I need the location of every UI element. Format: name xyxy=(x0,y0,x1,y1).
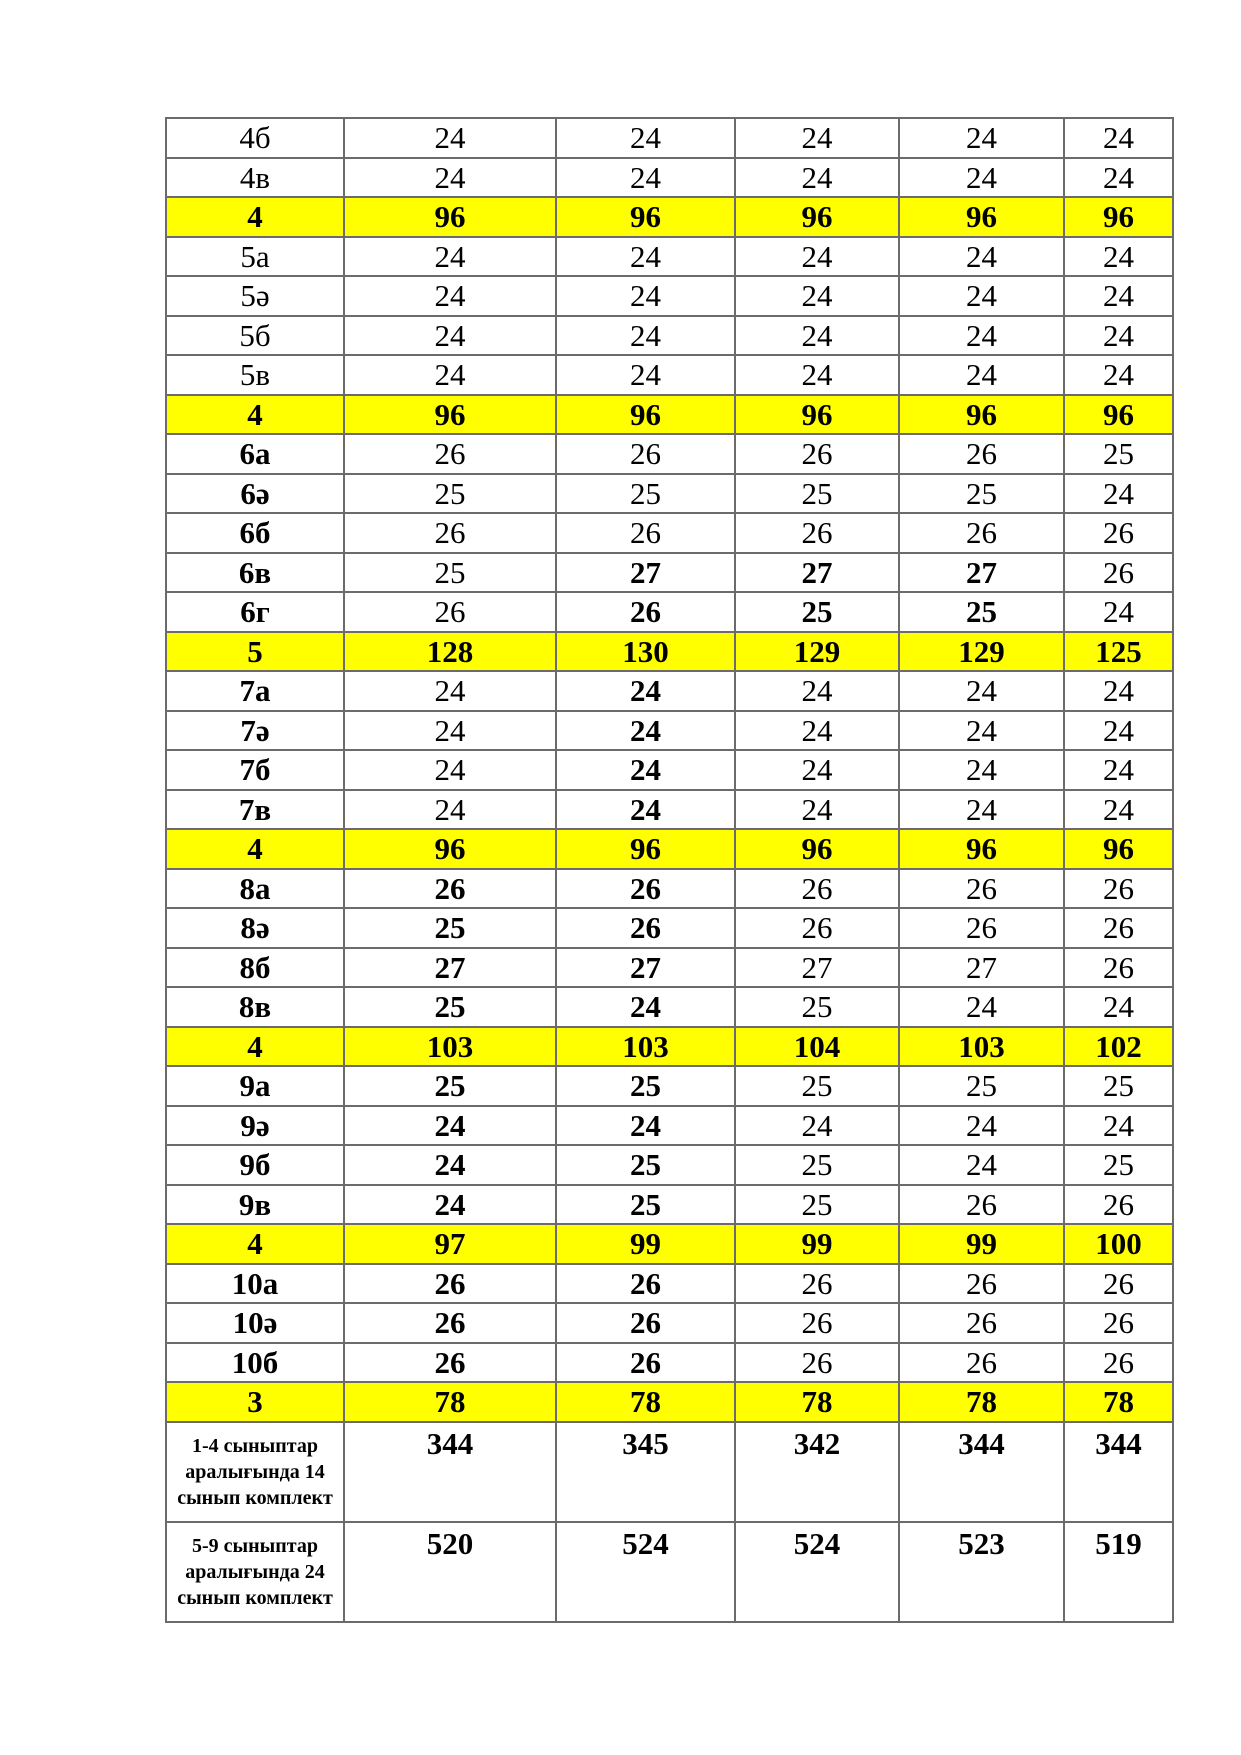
value-cell: 26 xyxy=(556,869,735,909)
class-row xyxy=(166,316,1173,356)
value-cell: 24 xyxy=(899,237,1064,277)
class-row xyxy=(166,869,1173,909)
value-cell: 96 xyxy=(1064,395,1173,435)
class-row xyxy=(166,592,1173,632)
value-cell: 524 xyxy=(735,1522,899,1622)
value-cell: 103 xyxy=(556,1027,735,1067)
value-cell: 24 xyxy=(344,355,556,395)
value-cell: 96 xyxy=(344,829,556,869)
row-label-cell: 7б xyxy=(166,750,344,790)
value-cell: 24 xyxy=(556,711,735,751)
total-row xyxy=(166,632,1173,672)
row-label-cell: 10ә xyxy=(166,1303,344,1343)
value-cell: 96 xyxy=(344,197,556,237)
value-cell: 25 xyxy=(344,474,556,514)
value-cell: 25 xyxy=(735,1185,899,1225)
class-row xyxy=(166,434,1173,474)
value-cell: 26 xyxy=(344,869,556,909)
value-cell: 27 xyxy=(735,948,899,988)
value-cell: 24 xyxy=(556,237,735,277)
value-cell: 99 xyxy=(556,1224,735,1264)
row-label-cell: 5ә xyxy=(166,276,344,316)
class-row xyxy=(166,1303,1173,1343)
value-cell: 26 xyxy=(1064,1264,1173,1304)
value-cell: 344 xyxy=(1064,1422,1173,1522)
value-cell: 26 xyxy=(556,1264,735,1304)
value-cell: 24 xyxy=(1064,592,1173,632)
value-cell: 25 xyxy=(556,474,735,514)
class-row xyxy=(166,711,1173,751)
value-cell: 100 xyxy=(1064,1224,1173,1264)
total-row xyxy=(166,829,1173,869)
row-label-cell: 6в xyxy=(166,553,344,593)
value-cell: 24 xyxy=(1064,711,1173,751)
value-cell: 27 xyxy=(344,948,556,988)
value-cell: 24 xyxy=(1064,790,1173,830)
value-cell: 24 xyxy=(899,118,1064,158)
value-cell: 24 xyxy=(344,237,556,277)
value-cell: 24 xyxy=(556,316,735,356)
value-cell: 96 xyxy=(735,829,899,869)
value-cell: 24 xyxy=(344,671,556,711)
class-row xyxy=(166,237,1173,277)
value-cell: 24 xyxy=(344,711,556,751)
value-cell: 523 xyxy=(899,1522,1064,1622)
value-cell: 96 xyxy=(899,395,1064,435)
class-row xyxy=(166,1145,1173,1185)
value-cell: 78 xyxy=(556,1382,735,1422)
value-cell: 342 xyxy=(735,1422,899,1522)
value-cell: 24 xyxy=(899,987,1064,1027)
value-cell: 97 xyxy=(344,1224,556,1264)
value-cell: 24 xyxy=(899,316,1064,356)
class-row xyxy=(166,1106,1173,1146)
value-cell: 26 xyxy=(735,908,899,948)
value-cell: 24 xyxy=(344,158,556,198)
value-cell: 26 xyxy=(344,1343,556,1383)
row-label-cell: 5а xyxy=(166,237,344,277)
value-cell: 26 xyxy=(1064,553,1173,593)
value-cell: 25 xyxy=(735,474,899,514)
value-cell: 96 xyxy=(735,395,899,435)
value-cell: 24 xyxy=(344,750,556,790)
row-label-cell: 10а xyxy=(166,1264,344,1304)
value-cell: 25 xyxy=(344,553,556,593)
total-row xyxy=(166,1382,1173,1422)
value-cell: 26 xyxy=(735,434,899,474)
value-cell: 27 xyxy=(899,948,1064,988)
value-cell: 26 xyxy=(556,908,735,948)
row-label-cell: 4 xyxy=(166,829,344,869)
value-cell: 26 xyxy=(1064,908,1173,948)
value-cell: 24 xyxy=(735,711,899,751)
value-cell: 26 xyxy=(556,513,735,553)
value-cell: 26 xyxy=(899,869,1064,909)
value-cell: 27 xyxy=(735,553,899,593)
value-cell: 26 xyxy=(556,434,735,474)
value-cell: 519 xyxy=(1064,1522,1173,1622)
value-cell: 24 xyxy=(735,237,899,277)
value-cell: 26 xyxy=(344,434,556,474)
class-row xyxy=(166,1066,1173,1106)
table-body xyxy=(166,118,1173,1622)
value-cell: 24 xyxy=(899,1106,1064,1146)
value-cell: 24 xyxy=(344,1106,556,1146)
value-cell: 26 xyxy=(899,1264,1064,1304)
value-cell: 96 xyxy=(556,829,735,869)
value-cell: 24 xyxy=(899,355,1064,395)
value-cell: 25 xyxy=(344,1066,556,1106)
value-cell: 24 xyxy=(556,1106,735,1146)
class-row xyxy=(166,513,1173,553)
row-label-cell: 4 xyxy=(166,1027,344,1067)
value-cell: 520 xyxy=(344,1522,556,1622)
value-cell: 24 xyxy=(1064,1106,1173,1146)
value-cell: 24 xyxy=(344,1185,556,1225)
value-cell: 24 xyxy=(735,158,899,198)
value-cell: 26 xyxy=(899,1303,1064,1343)
value-cell: 102 xyxy=(1064,1027,1173,1067)
row-label-cell: 6б xyxy=(166,513,344,553)
value-cell: 26 xyxy=(735,1264,899,1304)
value-cell: 24 xyxy=(899,711,1064,751)
class-row xyxy=(166,158,1173,198)
value-cell: 78 xyxy=(1064,1382,1173,1422)
value-cell: 26 xyxy=(735,1303,899,1343)
value-cell: 26 xyxy=(899,1343,1064,1383)
value-cell: 24 xyxy=(735,118,899,158)
value-cell: 26 xyxy=(556,592,735,632)
value-cell: 26 xyxy=(899,513,1064,553)
row-label-cell: 8а xyxy=(166,869,344,909)
row-label-cell: 9а xyxy=(166,1066,344,1106)
value-cell: 24 xyxy=(556,750,735,790)
row-label-cell: 5 xyxy=(166,632,344,672)
value-cell: 24 xyxy=(1064,750,1173,790)
value-cell: 24 xyxy=(735,355,899,395)
value-cell: 24 xyxy=(556,355,735,395)
value-cell: 96 xyxy=(1064,829,1173,869)
value-cell: 103 xyxy=(344,1027,556,1067)
summary-row xyxy=(166,1422,1173,1522)
value-cell: 24 xyxy=(344,118,556,158)
value-cell: 25 xyxy=(556,1145,735,1185)
row-label-cell: 8ә xyxy=(166,908,344,948)
value-cell: 99 xyxy=(899,1224,1064,1264)
total-row xyxy=(166,1027,1173,1067)
value-cell: 130 xyxy=(556,632,735,672)
value-cell: 25 xyxy=(735,1066,899,1106)
value-cell: 25 xyxy=(1064,1066,1173,1106)
class-row xyxy=(166,987,1173,1027)
value-cell: 96 xyxy=(344,395,556,435)
class-row xyxy=(166,118,1173,158)
value-cell: 78 xyxy=(735,1382,899,1422)
row-label-cell: 6ә xyxy=(166,474,344,514)
value-cell: 24 xyxy=(556,276,735,316)
value-cell: 26 xyxy=(344,1264,556,1304)
value-cell: 25 xyxy=(735,1145,899,1185)
value-cell: 96 xyxy=(899,829,1064,869)
value-cell: 78 xyxy=(899,1382,1064,1422)
row-label-cell: 8б xyxy=(166,948,344,988)
value-cell: 25 xyxy=(735,987,899,1027)
value-cell: 25 xyxy=(899,474,1064,514)
row-label-cell: 7в xyxy=(166,790,344,830)
value-cell: 26 xyxy=(1064,1185,1173,1225)
value-cell: 96 xyxy=(556,197,735,237)
value-cell: 24 xyxy=(735,276,899,316)
row-label-cell: 4 xyxy=(166,1224,344,1264)
value-cell: 24 xyxy=(1064,987,1173,1027)
value-cell: 24 xyxy=(344,276,556,316)
value-cell: 24 xyxy=(899,790,1064,830)
value-cell: 26 xyxy=(1064,1343,1173,1383)
value-cell: 103 xyxy=(899,1027,1064,1067)
class-row xyxy=(166,1185,1173,1225)
value-cell: 26 xyxy=(1064,1303,1173,1343)
value-cell: 344 xyxy=(899,1422,1064,1522)
value-cell: 26 xyxy=(735,513,899,553)
value-cell: 24 xyxy=(556,118,735,158)
value-cell: 25 xyxy=(899,1066,1064,1106)
value-cell: 24 xyxy=(344,1145,556,1185)
class-row xyxy=(166,790,1173,830)
value-cell: 25 xyxy=(556,1185,735,1225)
value-cell: 24 xyxy=(1064,671,1173,711)
value-cell: 25 xyxy=(344,987,556,1027)
value-cell: 24 xyxy=(735,671,899,711)
value-cell: 25 xyxy=(1064,1145,1173,1185)
value-cell: 24 xyxy=(735,316,899,356)
value-cell: 25 xyxy=(344,908,556,948)
value-cell: 27 xyxy=(556,948,735,988)
value-cell: 128 xyxy=(344,632,556,672)
row-label-cell: 4б xyxy=(166,118,344,158)
value-cell: 129 xyxy=(899,632,1064,672)
value-cell: 96 xyxy=(735,197,899,237)
value-cell: 24 xyxy=(1064,237,1173,277)
value-cell: 96 xyxy=(1064,197,1173,237)
value-cell: 344 xyxy=(344,1422,556,1522)
value-cell: 24 xyxy=(735,790,899,830)
value-cell: 24 xyxy=(899,158,1064,198)
value-cell: 26 xyxy=(1064,869,1173,909)
value-cell: 24 xyxy=(899,750,1064,790)
row-label-cell: 4в xyxy=(166,158,344,198)
row-label-cell: 5в xyxy=(166,355,344,395)
value-cell: 26 xyxy=(344,513,556,553)
value-cell: 24 xyxy=(1064,118,1173,158)
value-cell: 24 xyxy=(899,1145,1064,1185)
value-cell: 78 xyxy=(344,1382,556,1422)
value-cell: 125 xyxy=(1064,632,1173,672)
class-row xyxy=(166,474,1173,514)
total-row xyxy=(166,395,1173,435)
row-label-cell: 9ә xyxy=(166,1106,344,1146)
row-label-cell: 3 xyxy=(166,1382,344,1422)
value-cell: 25 xyxy=(1064,434,1173,474)
row-label-cell: 9б xyxy=(166,1145,344,1185)
value-cell: 24 xyxy=(899,276,1064,316)
row-label-cell: 7а xyxy=(166,671,344,711)
class-row xyxy=(166,671,1173,711)
row-label-cell: 10б xyxy=(166,1343,344,1383)
value-cell: 27 xyxy=(899,553,1064,593)
value-cell: 99 xyxy=(735,1224,899,1264)
value-cell: 104 xyxy=(735,1027,899,1067)
value-cell: 24 xyxy=(556,671,735,711)
value-cell: 96 xyxy=(556,395,735,435)
row-label-cell: 5-9 сыныптар аралығында 24 сынып комплект xyxy=(166,1522,344,1622)
value-cell: 26 xyxy=(344,1303,556,1343)
row-label-cell: 7ә xyxy=(166,711,344,751)
value-cell: 26 xyxy=(899,908,1064,948)
value-cell: 345 xyxy=(556,1422,735,1522)
class-row xyxy=(166,355,1173,395)
value-cell: 24 xyxy=(1064,276,1173,316)
value-cell: 24 xyxy=(344,316,556,356)
class-row xyxy=(166,1343,1173,1383)
class-row xyxy=(166,908,1173,948)
value-cell: 24 xyxy=(1064,316,1173,356)
value-cell: 25 xyxy=(899,592,1064,632)
value-cell: 129 xyxy=(735,632,899,672)
value-cell: 24 xyxy=(735,1106,899,1146)
class-row xyxy=(166,948,1173,988)
value-cell: 24 xyxy=(556,158,735,198)
value-cell: 26 xyxy=(899,1185,1064,1225)
row-label-cell: 6а xyxy=(166,434,344,474)
class-row xyxy=(166,1264,1173,1304)
value-cell: 24 xyxy=(556,987,735,1027)
value-cell: 25 xyxy=(735,592,899,632)
total-row xyxy=(166,197,1173,237)
value-cell: 26 xyxy=(344,592,556,632)
value-cell: 24 xyxy=(344,790,556,830)
value-cell: 27 xyxy=(556,553,735,593)
value-cell: 24 xyxy=(1064,474,1173,514)
value-cell: 26 xyxy=(899,434,1064,474)
value-cell: 26 xyxy=(1064,948,1173,988)
value-cell: 24 xyxy=(735,750,899,790)
row-label-cell: 1-4 сыныптар аралығында 14 сынып комплект xyxy=(166,1422,344,1522)
class-row xyxy=(166,276,1173,316)
row-label-cell: 4 xyxy=(166,395,344,435)
summary-row xyxy=(166,1522,1173,1622)
value-cell: 26 xyxy=(735,869,899,909)
value-cell: 25 xyxy=(556,1066,735,1106)
row-label-cell: 6г xyxy=(166,592,344,632)
row-label-cell: 9в xyxy=(166,1185,344,1225)
class-enrollment-table xyxy=(165,117,1174,1623)
value-cell: 26 xyxy=(735,1343,899,1383)
value-cell: 24 xyxy=(1064,158,1173,198)
value-cell: 26 xyxy=(556,1343,735,1383)
value-cell: 26 xyxy=(1064,513,1173,553)
total-row xyxy=(166,1224,1173,1264)
class-row xyxy=(166,553,1173,593)
value-cell: 96 xyxy=(899,197,1064,237)
value-cell: 24 xyxy=(1064,355,1173,395)
row-label-cell: 4 xyxy=(166,197,344,237)
value-cell: 24 xyxy=(899,671,1064,711)
value-cell: 24 xyxy=(556,790,735,830)
value-cell: 524 xyxy=(556,1522,735,1622)
value-cell: 26 xyxy=(556,1303,735,1343)
row-label-cell: 8в xyxy=(166,987,344,1027)
class-row xyxy=(166,750,1173,790)
row-label-cell: 5б xyxy=(166,316,344,356)
